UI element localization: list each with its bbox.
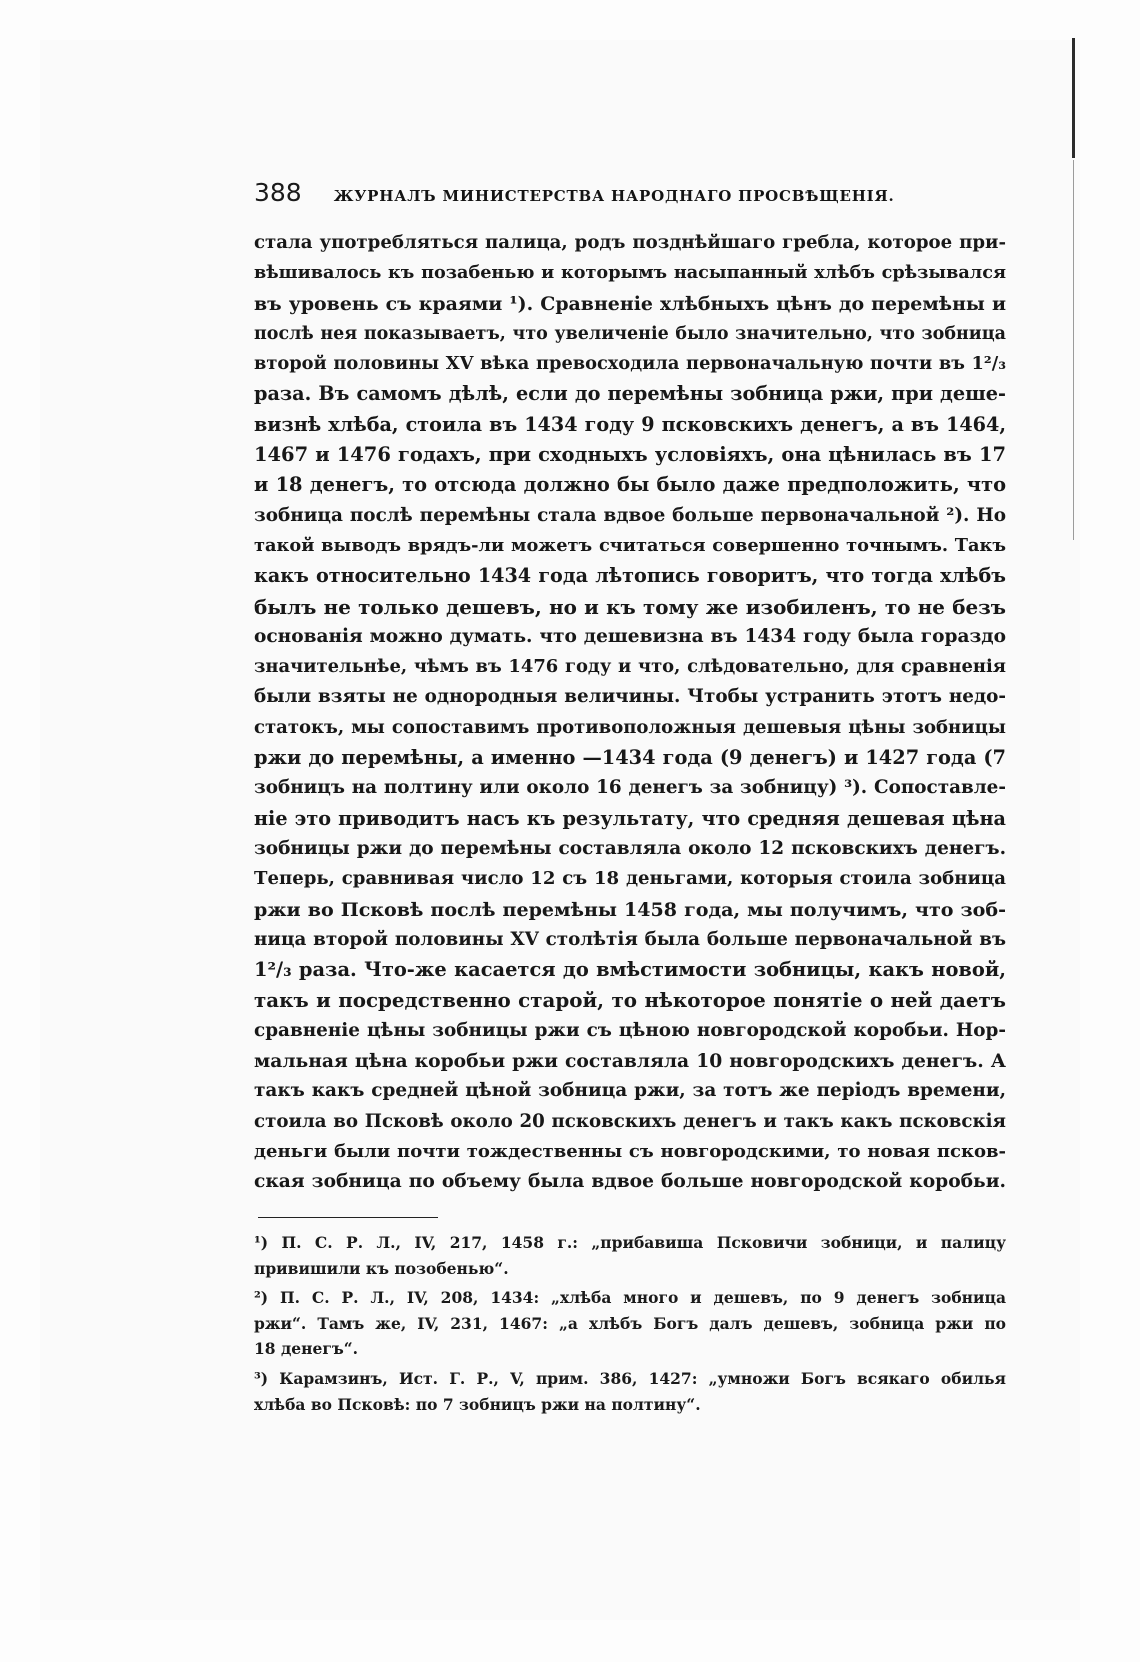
scan-edge-line-thin [1073,160,1074,540]
text-line: стоила во Псковѣ около 20 псковскихъ денегъ и такъ какъ псковскія [254,1110,1006,1132]
text-line: ніе это приводитъ насъ къ результату, что средняя дешевая цѣна [254,806,1006,830]
text-line: вѣшивалось къ позабенью и которымъ насыпанный хлѣбъ срѣзывался [254,262,1006,284]
text-line: такъ и посредственно старой, то нѣкоторое понятіе о ней даетъ [254,988,1006,1013]
text-line: 1467 и 1476 годахъ, при сходныхъ условіяхъ, она цѣнилась въ 17 [254,443,1006,467]
main-text [254,228,1006,1198]
text-line: деньги были почти тождественны съ новгородскими, то новая псков- [254,1140,1006,1162]
text-line: въ уровень съ краями ¹). Сравненіе хлѣбныхъ цѣнъ до перемѣны и [254,292,1006,315]
text-line: зобницъ на полтину или около 16 денегъ за зобницу) ³). Сопоставле- [254,777,1006,799]
text-line: зобницы ржи до перемѣны составляла около 12 псковскихъ денегъ. [254,837,1006,859]
footnote-line: 18 денегъ“. [254,1339,359,1359]
journal-title: ЖУРНАЛЪ МИНИСТЕРСТВА НАРОДНАГО ПРОСВѢЩЕНІЯ. [333,187,895,205]
page-number: 388 [254,178,302,207]
text-line: такъ какъ средней цѣной зобница ржи, за тотъ же періодъ времени, [254,1080,1006,1102]
footnote-line: ¹) П. С. Р. Л., IV, 217, 1458 г.: „прибавиша Псковичи зобници, и палицу [254,1233,1006,1252]
text-line: Теперь, сравнивая число 12 съ 18 деньгами, которыя стоила зобница [254,868,1006,890]
text-line: второй половины XV вѣка превосходила первоначальную почти въ 1²/₃ [254,353,1006,375]
footnote-line: привишили къ позобенью“. [254,1258,509,1278]
text-line: стала употребляться палица, родъ позднѣйшаго гребла, которое при- [254,232,1006,253]
text-line: визнѣ хлѣба, стоила въ 1434 году 9 псковскихъ денегъ, а въ 1464, [254,412,1006,436]
text-line: былъ не только дешевъ, но и къ тому же изобиленъ, то не безъ [254,594,1006,619]
text-line: ржи до перемѣны, а именно —1434 года (9 денегъ) и 1427 года (7 [254,746,1006,770]
text-line: основанія можно думать. что дешевизна въ 1434 году была гораздо [254,625,1006,647]
scan-edge-line [1072,38,1075,158]
text-line: и 18 денегъ, то отсюда должно бы было даже предположить, что [254,473,1006,497]
text-line: раза. Въ самомъ дѣлѣ, если до перемѣны зобница ржи, при деше- [254,382,1006,406]
footnote-line: ²) П. С. Р. Л., IV, 208, 1434: „хлѣба много и дешевъ, по 9 денегъ зобница [254,1288,1006,1308]
text-line: послѣ нея показываетъ, что увеличеніе было значительно, что зобница [254,323,1006,344]
text-line: такой выводъ врядъ-ли можетъ считаться совершенно точнымъ. Такъ [254,534,1006,556]
footnote-line: ³) Карамзинъ, Ист. Г. Р., V, прим. 386, 1427: „умножи Богъ всякаго обилья [254,1368,1006,1388]
text-line: ская зобница по объему была вдвое больше новгородской коробьи. [254,1171,1006,1193]
footnote-2 [254,1285,1006,1362]
text-line: ржи во Псковѣ послѣ перемѣны 1458 года, мы получимъ, что зоб- [254,898,1006,921]
footnote-separator [258,1217,438,1218]
footnotes [254,1230,1006,1417]
text-line: сравненіе цѣны зобницы ржи съ цѣною новгородской коробьи. Нор- [254,1019,1006,1041]
text-line: мальная цѣна коробьи ржи составляла 10 новгородскихъ денегъ. А [254,1050,1006,1073]
footnote-line: хлѣба во Псковѣ: по 7 зобницъ ржи на полтину“. [254,1394,701,1414]
footnote-1 [254,1230,1006,1281]
text-line: статокъ, мы сопоставимъ противоположныя дешевыя цѣны зобницы [254,716,1006,738]
text-line: ница второй половины XV столѣтія была больше первоначальной въ [254,928,1006,950]
text-line: были взяты не однородныя величины. Чтобы устранить этотъ недо- [254,686,1006,708]
footnote-3 [254,1366,1006,1417]
text-line: 1²/₃ раза. Что-же касается до вмѣстимости зобницы, какъ новой, [254,958,1006,982]
text-line: какъ относительно 1434 года лѣтопись говоритъ, что тогда хлѣбъ [254,564,1006,588]
text-line: значительнѣе, чѣмъ въ 1476 году и что, слѣдовательно, для сравненія [254,656,1006,678]
running-header [254,178,1006,218]
footnote-line: ржи“. Тамъ же, IV, 231, 1467: „а хлѣбъ Богъ далъ дешевъ, зобница ржи по [254,1313,1006,1333]
text-line: зобница послѣ перемѣны стала вдвое больше первоначальной ²). Но [254,504,1006,526]
